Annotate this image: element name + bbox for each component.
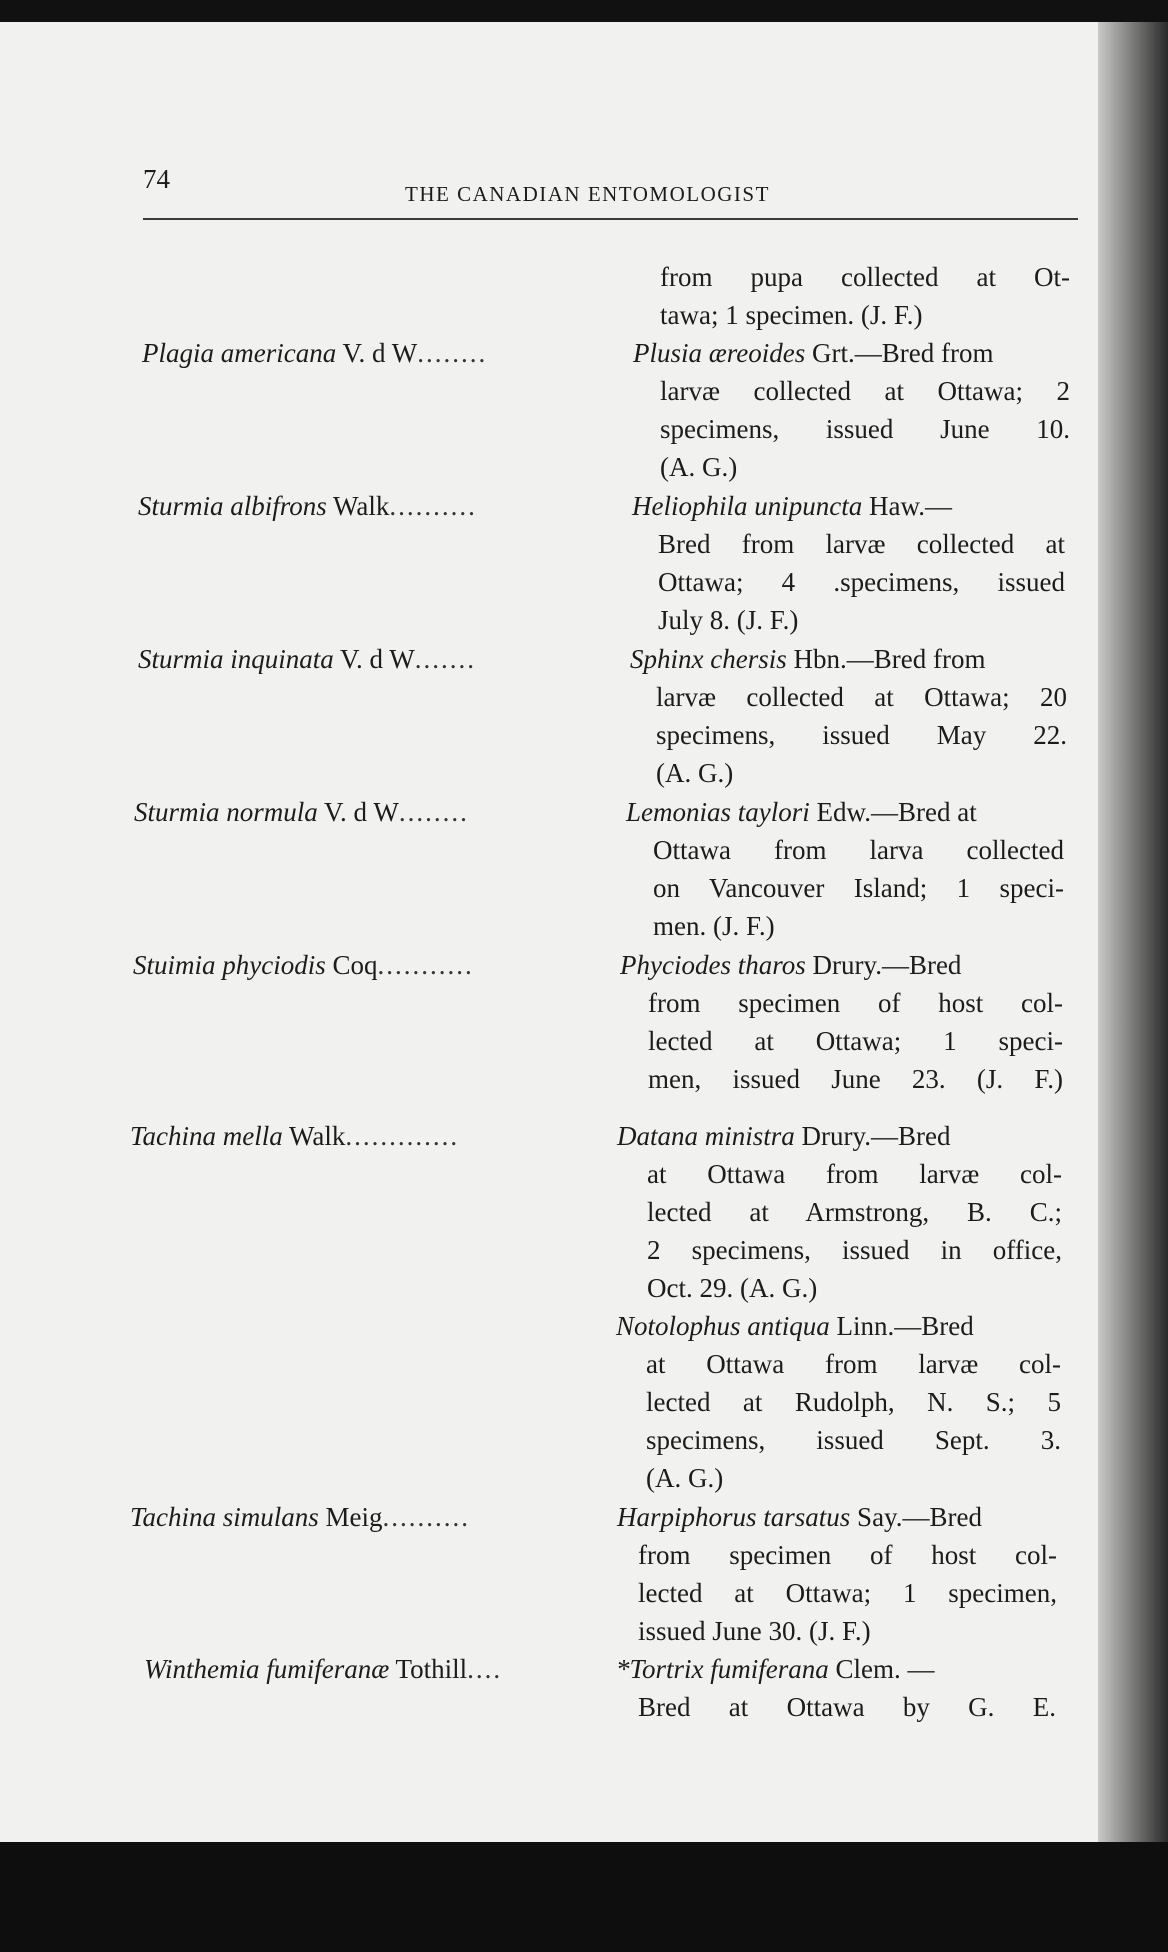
entry-text-line: lected at Ottawa; 1 specimen, (638, 1578, 1057, 1608)
entry-text-line: July 8. (J. F.) (658, 605, 799, 635)
entry-text-line: at Ottawa from larvæ col- (647, 1159, 1062, 1189)
entry-text-line: men. (J. F.) (653, 911, 775, 941)
host-authority: Hbn.—Bred from (786, 644, 986, 674)
host-name: Notolophus antiqua (616, 1311, 830, 1341)
scan-bottom-border (0, 1842, 1168, 1952)
parasite-authority: V. d W (317, 797, 399, 827)
entry-text-line: larvæ collected at Ottawa; 2 (660, 376, 1070, 406)
entry-text-line: lected at Armstrong, B. C.; (647, 1197, 1062, 1227)
host-authority: Linn.—Bred (829, 1311, 974, 1341)
host-authority: Clem. — (828, 1654, 935, 1684)
entry-text-line: tawa; 1 specimen. (J. F.) (660, 300, 923, 330)
parasite-name: Sturmia albifrons (138, 491, 327, 521)
entry-text-line: lected at Ottawa; 1 speci- (648, 1026, 1063, 1056)
header-rule (143, 218, 1078, 220)
dot-leader: ....... (414, 644, 477, 674)
entry-text-line: lected at Rudolph, N. S.; 5 (646, 1387, 1061, 1417)
host-authority: Grt.—Bred from (805, 338, 994, 368)
parasite-name: Sturmia normula (134, 797, 318, 827)
entry-text-line: from specimen of host col- (638, 1540, 1057, 1570)
running-head: THE CANADIAN ENTOMOLOGIST (405, 182, 770, 206)
parasite-authority: Coq (325, 950, 378, 980)
entry-text-line: men, issued June 23. (J. F.) (648, 1064, 1063, 1094)
dot-leader: ............. (345, 1121, 460, 1151)
entry-text-line: on Vancouver Island; 1 speci- (653, 873, 1064, 903)
host-name: Harpiphorus tarsatus (617, 1502, 851, 1532)
entry-text-line: Ottawa; 4 .specimens, issued (658, 567, 1065, 597)
parasite-authority: Walk (282, 1121, 346, 1151)
entry-text-line: specimens, issued May 22. (656, 720, 1067, 750)
parasite-authority: Meig (318, 1502, 383, 1532)
entry-text-line: larvæ collected at Ottawa; 20 (656, 682, 1067, 712)
parasite-name: Winthemia fumiferanæ (144, 1654, 390, 1684)
dot-leader: ........ (417, 338, 488, 368)
host-authority: Say.—Bred (850, 1502, 983, 1532)
entry-text-line: Bred from larvæ collected at (658, 529, 1065, 559)
entry-text-line: Oct. 29. (A. G.) (647, 1273, 818, 1303)
entry-text-line: at Ottawa from larvæ col- (646, 1349, 1061, 1379)
host-authority: Edw.—Bred at (809, 797, 977, 827)
dot-leader: .......... (389, 491, 477, 521)
parasite-name: Stuimia phyciodis (133, 950, 326, 980)
host-name: Lemonias taylori (626, 797, 810, 827)
entry-text-line: issued June 30. (J. F.) (638, 1616, 871, 1646)
page-edge-shadow (1098, 22, 1168, 1842)
entry-text-line: (A. G.) (660, 452, 738, 482)
parasite-name: Plagia americana (142, 338, 337, 368)
entry-text-line: Ottawa from larva collected (653, 835, 1064, 865)
page-number: 74 (143, 164, 170, 194)
entry-text-line: (A. G.) (656, 758, 734, 788)
parasite-name: Tachina simulans (130, 1502, 319, 1532)
entry-text-line: Bred at Ottawa by G. E. (638, 1692, 1056, 1722)
parasite-name: Sturmia inquinata (138, 644, 334, 674)
parasite-authority: V. d W (336, 338, 418, 368)
dot-leader: ........... (377, 950, 474, 980)
host-authority: Drury.—Bred (794, 1121, 951, 1151)
host-name: *Tortrix fumiferana (616, 1654, 829, 1684)
entry-text-line: from specimen of host col- (648, 988, 1063, 1018)
parasite-authority: V. d W (333, 644, 415, 674)
parasite-authority: Tothill (389, 1654, 468, 1684)
dot-leader: .... (467, 1654, 503, 1684)
scan-top-border (0, 0, 1168, 22)
parasite-name: Tachina mella (130, 1121, 283, 1151)
entry-text-line: specimens, issued Sept. 3. (646, 1425, 1061, 1455)
host-name: Plusia æreoides (633, 338, 806, 368)
dot-leader: ........ (398, 797, 469, 827)
dot-leader: .......... (382, 1502, 471, 1532)
host-name: Heliophila unipuncta (632, 491, 863, 521)
host-name: Sphinx chersis (630, 644, 787, 674)
entry-text-line: (A. G.) (646, 1463, 724, 1493)
parasite-authority: Walk (326, 491, 390, 521)
host-name: Datana ministra (617, 1121, 795, 1151)
entry-text-line: 2 specimens, issued in office, (647, 1235, 1062, 1265)
entry-text-line: from pupa collected at Ot- (660, 262, 1070, 292)
host-authority: Haw.— (862, 491, 952, 521)
entry-text-line: specimens, issued June 10. (660, 414, 1070, 444)
host-authority: Drury.—Bred (805, 950, 962, 980)
host-name: Phyciodes tharos (620, 950, 806, 980)
